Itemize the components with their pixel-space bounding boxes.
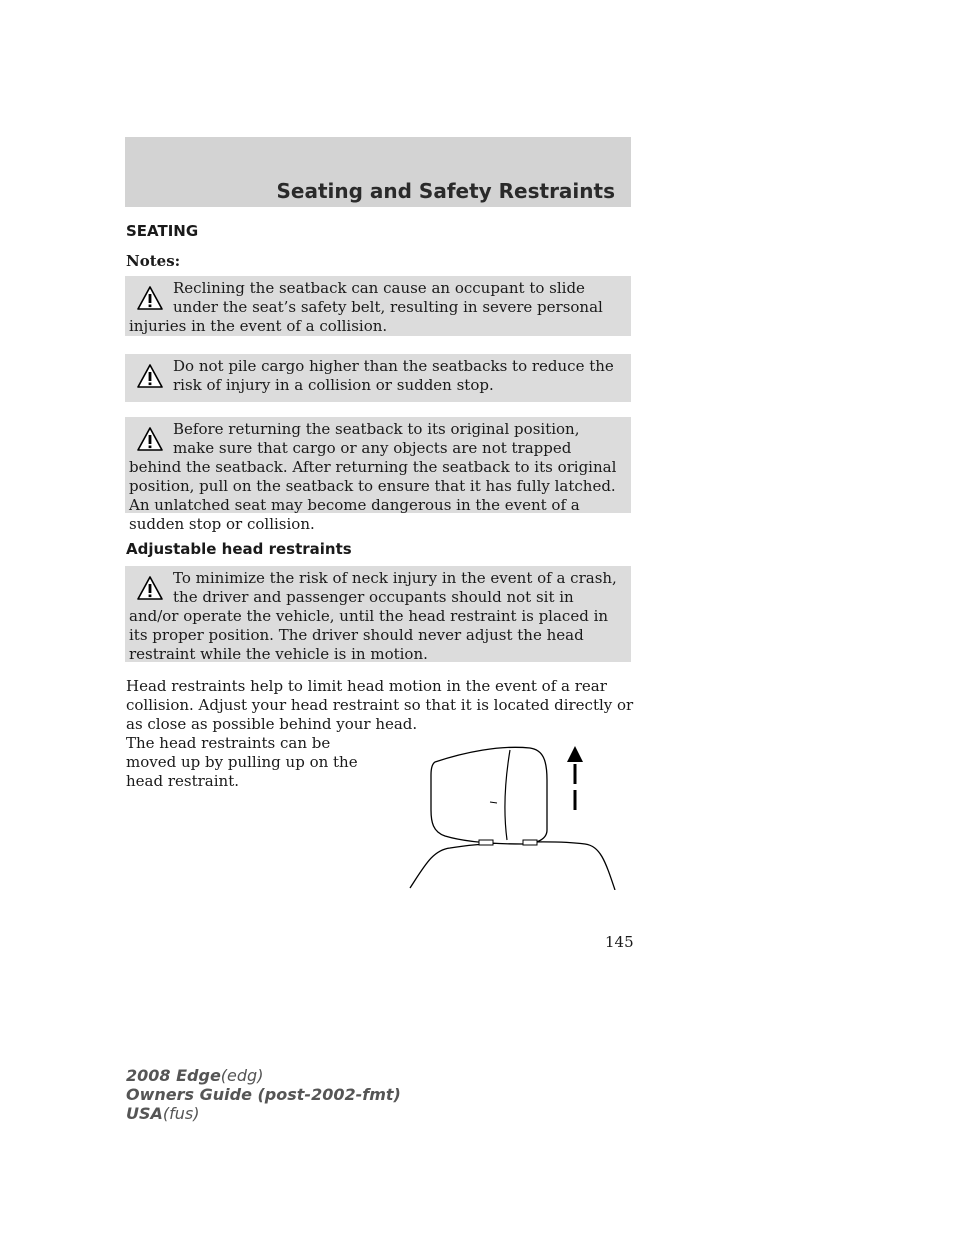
page-title: Seating and Safety Restraints <box>276 179 615 203</box>
warning-box-recline <box>125 276 631 336</box>
warning-text: Reclining the seatback can cause an occupant to slide under the seat’s safety belt, resulting in severe personal injuries in the event of a collision. <box>129 279 603 335</box>
warning-triangle-icon <box>129 569 171 607</box>
warning-text: Do not pile cargo higher than the seatbacks to reduce the risk of injury in a collision or sudden stop. <box>173 357 614 394</box>
page-number: 145 <box>605 933 634 951</box>
warning-triangle-icon <box>129 420 171 458</box>
subsection-heading-head-restraints: Adjustable head restraints <box>126 540 352 558</box>
footer-document-info: 2008 Edge(edg) Owners Guide (post-2002-fmt) USA(fus) <box>126 1066 401 1123</box>
warning-box-neck-injury <box>125 566 631 662</box>
warning-text: To minimize the risk of neck injury in the event of a crash, the driver and passenger occupants should not sit in and/or operate the vehicle, until the head restraint is placed in its proper position. The driver should never adjust the head restraint while the vehicle is in motion. <box>129 569 617 663</box>
notes-label: Notes: <box>126 252 181 270</box>
paragraph-head-restraints: Head restraints help to limit head motion in the event of a rear collision. Adjust your head restraint so that it is located directly or as close as possible behind your head. <box>126 677 634 733</box>
warning-box-cargo <box>125 354 631 402</box>
head-restraint-illustration <box>405 740 625 890</box>
warning-triangle-icon <box>129 279 171 317</box>
header-band <box>125 137 631 207</box>
paragraph-move-restraint: The head restraints can be moved up by pulling up on the head restraint. <box>126 734 358 790</box>
warning-box-seatback <box>125 417 631 533</box>
warning-text: Before returning the seatback to its original position, make sure that cargo or any objects are not trapped behind the seatback. After returning the seatback to its original position, pull on the seatback to ensure that it has fully latched. An unlatched seat may become dangerous in the event of a sudden stop or collision. <box>129 420 617 533</box>
section-heading-seating: SEATING <box>126 222 199 240</box>
warning-triangle-icon <box>129 357 171 395</box>
